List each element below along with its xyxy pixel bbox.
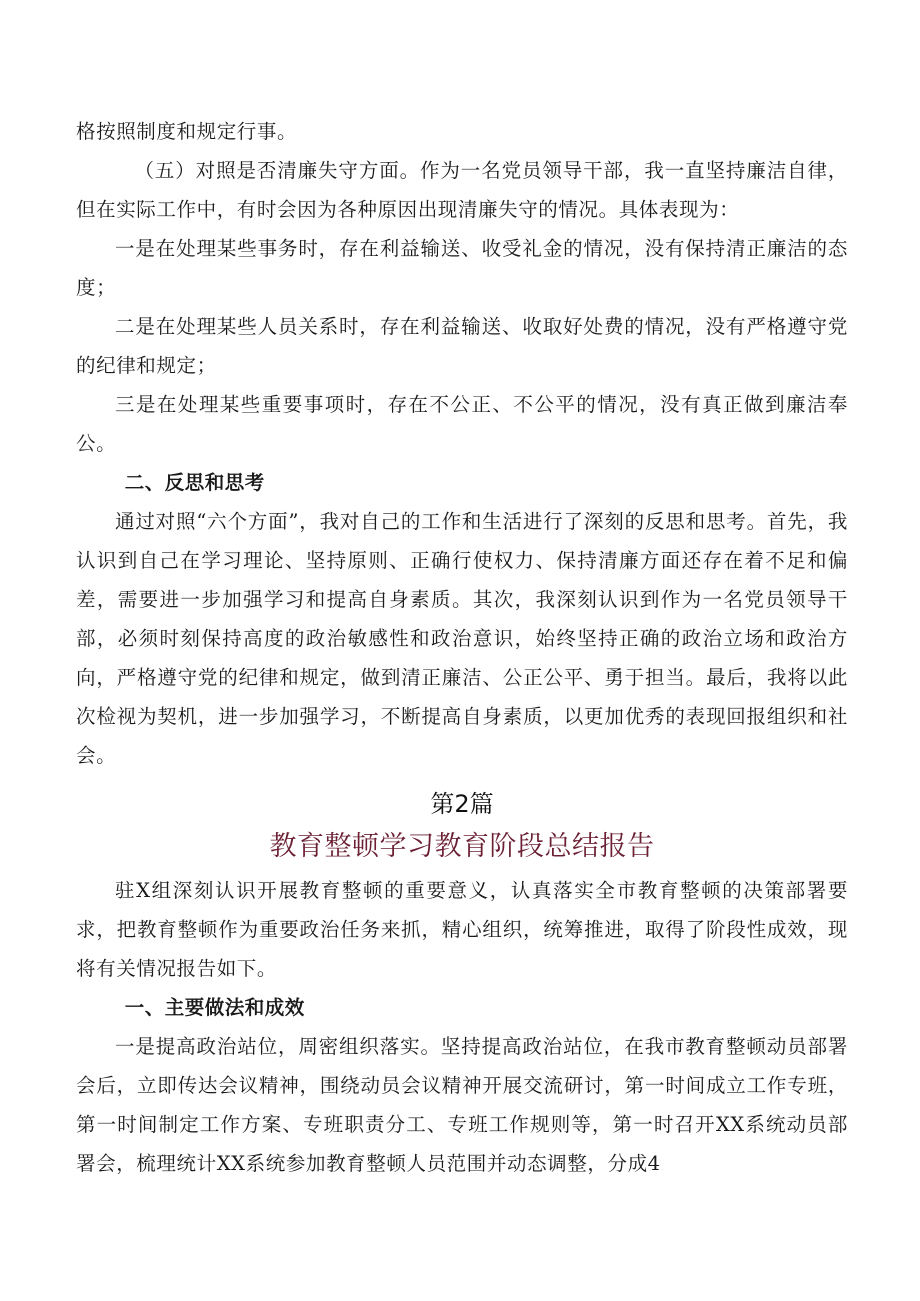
paragraph-intro: 驻X组深刻认识开展教育整顿的重要意义，认真落实全市教育整顿的决策部署要求，把教育整顿作为重要政治任务来抓，精心组织，统筹推进，取得了阶段性成效，现将有关情况报告如下。 xyxy=(76,879,848,980)
paragraph-point-one: 一是在处理某些事务时，存在利益输送、收受礼金的情况，没有保持清正廉洁的态度； xyxy=(76,237,848,299)
chapter-title: 教育整顿学习教育阶段总结报告 xyxy=(269,831,655,862)
paragraph-political-stance: 一是提高政治站位，周密组织落实。坚持提高政治站位，在我市教育整顿动员部署会后，立即传达会议精神，围绕动员会议精神开展交流研讨，第一时间成立工作专班，第一时间制定工作方案、专班职责分工、专班工作规则等，第一时召开XX系统动员部署会，梳理统计XX系统参加教育整顿人员范围并动态调整，分成4 xyxy=(76,1035,848,1175)
paragraph-point-three: 三是在处理某些重要事项时，存在不公正、不公平的情况，没有真正做到廉洁奉公。 xyxy=(76,393,848,455)
paragraph-continuation: 格按照制度和规定行事。 xyxy=(76,120,298,143)
paragraph-point-two: 二是在处理某些人员关系时，存在利益输送、收取好处费的情况，没有严格遵守党的纪律和规定； xyxy=(76,315,848,377)
paragraph-integrity: （五）对照是否清廉失守方面。作为一名党员领导干部，我一直坚持廉洁自律，但在实际工作中，有时会因为各种原因出现清廉失守的情况。具体表现为： xyxy=(76,159,848,221)
section-heading-practices: 一、主要做法和成效 xyxy=(124,996,305,1019)
chapter-label: 第2篇 xyxy=(430,790,494,818)
section-heading-reflection: 二、反思和思考 xyxy=(124,471,265,494)
document-page xyxy=(76,112,848,1183)
paragraph-reflection: 通过对照“六个方面”，我对自己的工作和生活进行了深刻的反思和思考。首先，我认识到自己在学习理论、坚持原则、正确行使权力、保持清廉方面还存在着不足和偏差，需要进一步加强学习和提高自身素质。其次，我深刻认识到作为一名党员领导干部，必须时刻保持高度的政治敏感性和政治意识，始终坚持正确的政治立场和政治方向，严格遵守党的纪律和规定，做到清正廉洁、公正公平、勇于担当。最后，我将以此次检视为契机，进一步加强学习，不断提高自身素质，以更加优秀的表现回报组织和社会。 xyxy=(76,510,848,767)
